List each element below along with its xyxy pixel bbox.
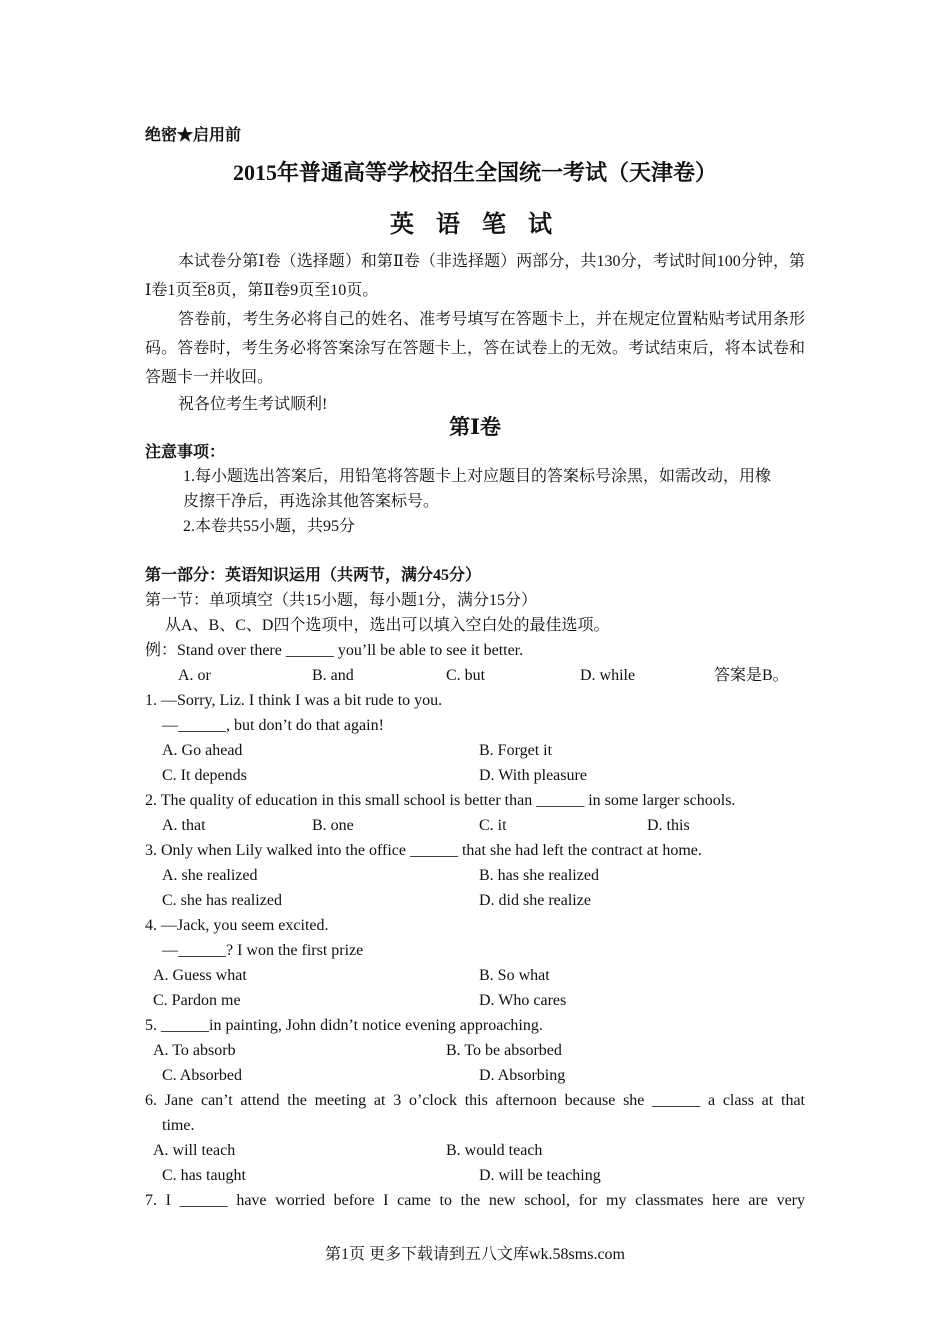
secret-label: 绝密★启用前 [145, 127, 242, 144]
question-1-option-c: C. It depends [162, 767, 247, 784]
question-6-stem: 6. Jane can’t attend the meeting at 3 o’clock this afternoon because she ______ a class at that [145, 1092, 805, 1109]
question-5-option-a: A. To absorb [153, 1042, 236, 1059]
question-4-option-d: D. Who cares [479, 992, 567, 1009]
example-answer: 答案是B。 [714, 667, 789, 684]
question-4-option-b: B. So what [479, 967, 550, 984]
notes-label: 注意事项： [145, 444, 226, 461]
note-1-line-1: 1.每小题选出答案后，用铅笔将答题卡上对应题目的答案标号涂黑，如需改动，用橡 [183, 468, 772, 485]
question-1-reply: —______, but don’t do that again! [162, 717, 384, 734]
question-3-option-b: B. has she realized [479, 867, 599, 884]
question-7-stem: 7. I ______ have worried before I came to the new school, for my classmates here are very [145, 1192, 805, 1209]
question-4-option-a: A. Guess what [153, 967, 247, 984]
page-footer: 第1页 更多下载请到五八文库wk.58sms.com [324, 1246, 625, 1263]
volume-heading: 第Ⅰ卷 [449, 415, 501, 439]
question-3-option-a: A. she realized [162, 867, 258, 884]
question-1-option-d: D. With pleasure [479, 767, 587, 784]
question-4-option-c: C. Pardon me [153, 992, 241, 1009]
intro-paragraph-1: 本试卷分第Ⅰ卷（选择题）和第Ⅱ卷（非选择题）两部分，共130分，考试时间100分钟，第Ⅰ卷1页至8页，第Ⅱ卷9页至10页。 [145, 253, 805, 299]
part-one-heading: 第一部分：英语知识运用（共两节，满分45分） [145, 567, 482, 584]
question-4-stem: 4. —Jack, you seem excited. [145, 917, 329, 934]
question-2-option-a: A. that [162, 817, 206, 834]
example-option-d: D. while [580, 667, 636, 684]
question-2-option-c: C. it [479, 817, 507, 834]
question-3-option-c: C. she has realized [162, 892, 282, 909]
question-4-reply: —______? I won the first prize [162, 942, 364, 959]
note-1-line-2: 皮擦干净后，再选涂其他答案标号。 [183, 493, 440, 510]
question-6-option-b: B. would teach [446, 1142, 543, 1159]
question-2-option-d: D. this [647, 817, 690, 834]
question-1-stem: 1. —Sorry, Liz. I think I was a bit rude to you. [145, 692, 443, 709]
page-title: 2015年普通高等学校招生全国统一考试（天津卷） [232, 160, 717, 185]
question-1-option-a: A. Go ahead [162, 742, 243, 759]
example-option-c: C. but [446, 667, 486, 684]
question-6-option-d: D. will be teaching [479, 1167, 601, 1184]
question-5-option-d: D. Absorbing [479, 1067, 566, 1084]
section-one-heading: 第一节：单项填空（共15小题，每小题1分，满分15分） [145, 592, 538, 609]
section-instruction: 从A、B、C、D四个选项中，选出可以填入空白处的最佳选项。 [165, 617, 610, 634]
question-6-option-a: A. will teach [153, 1142, 236, 1159]
question-3-stem: 3. Only when Lily walked into the office ______ that she had left the contract at home. [145, 842, 702, 859]
question-5-stem: 5. ______in painting, John didn’t notice evening approaching. [145, 1017, 543, 1034]
question-6-option-c: C. has taught [162, 1167, 246, 1184]
question-2-stem: 2. The quality of education in this small school is better than ______ in some larger schools. [145, 792, 736, 809]
page-subtitle: 英 语 笔 试 [390, 212, 560, 238]
note-2: 2.本卷共55小题，共95分 [183, 518, 356, 535]
example-stem: 例：Stand over there ______ you’ll be able to see it better. [145, 642, 524, 659]
question-1-option-b: B. Forget it [479, 742, 553, 759]
question-6-stem-cont: time. [162, 1117, 195, 1134]
question-5-option-b: B. To be absorbed [446, 1042, 562, 1059]
question-2-option-b: B. one [312, 817, 354, 834]
question-5-option-c: C. Absorbed [162, 1067, 242, 1084]
intro-paragraph-3: 祝各位考生考试顺利! [178, 396, 328, 413]
intro-paragraph-2: 答卷前，考生务必将自己的姓名、准考号填写在答题卡上，并在规定位置粘贴考试用条形码。答卷时，考生务必将答案涂写在答题卡上，答在试卷上的无效。考试结束后，将本试卷和答题卡一并收回。 [145, 311, 805, 386]
example-option-b: B. and [312, 667, 354, 684]
example-option-a: A. or [178, 667, 211, 684]
question-3-option-d: D. did she realize [479, 892, 591, 909]
